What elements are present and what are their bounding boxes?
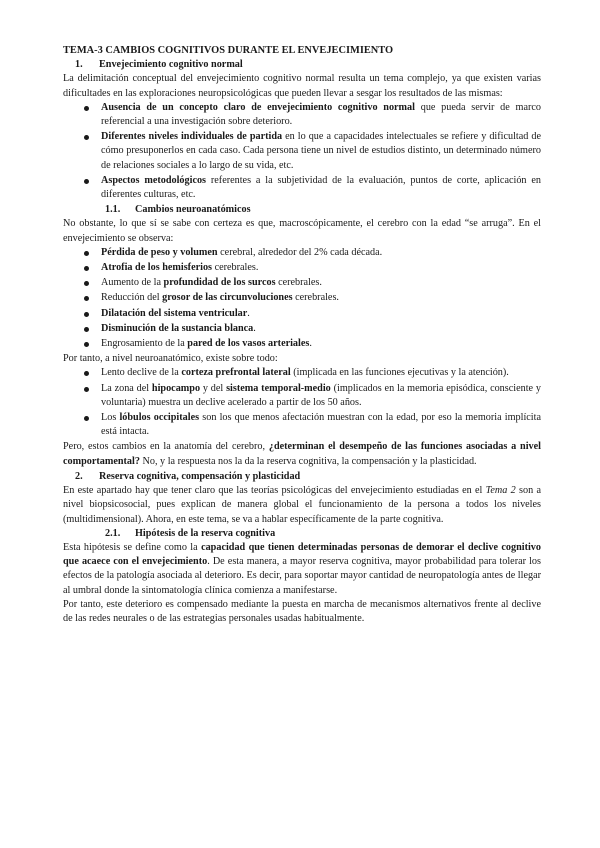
difficulties-list [63, 101, 541, 202]
bullet-icon [84, 387, 89, 392]
section-2-1-heading [105, 527, 541, 541]
section-number: 2. [75, 470, 83, 482]
bullet-icon [84, 266, 89, 271]
paragraph-question: Pero, estos cambios en la anatomía del cerebro, ¿determinan el desempeño de las funciones asociadas a nivel comportamental? No, y la respuesta nos la da la reserva cognitiva, la compensación y la plasticidad. [63, 441, 541, 467]
paragraph-compensation: Por tanto, este deterioro es compensado mediante la puesta en marcha de mecanismos alternativos frente al declive de las redes neurales o de las estrategias personales usadas habitualmente. [63, 598, 541, 624]
paragraph-theories: En este apartado hay que tener claro que las teorías psicológicas del envejecimiento estudiadas en el Tema 2 son a nivel biopsicosocial, pues explican de manera global el funcionamiento de la persona a todos los niveles (multidimensional). Ahora, en este tema, se va a hablar específicamente de la parte cognitiva. [63, 485, 542, 525]
list-item: Ausencia de un concepto claro de envejecimiento cognitivo normal que pueda servir de marco referencial a una investigación sobre deterioro. [63, 101, 541, 129]
document-title: TEMA-3 CAMBIOS COGNITIVOS DURANTE EL ENVEJECIMIENTO [63, 45, 394, 56]
bullet-icon [84, 312, 89, 317]
paragraph-intro: La delimitación conceptual del envejecimiento cognitivo normal resulta un tema complejo, ya que existen varias dificultades en las exploraciones neuropsicológicas que pueden llevar a sesgar los resultados de las mismas: [63, 73, 541, 99]
list-item: Lento declive de la corteza prefrontal lateral (implicada en las funciones ejecutivas y la atención). [63, 366, 541, 380]
section-title: Envejecimiento cognitivo normal [99, 59, 243, 71]
paragraph-summary: Por tanto, a nivel neuroanatómico, existe sobre todo: [63, 353, 278, 365]
list-item: Los lóbulos occipitales son los que menos afectación muestran con la edad, por eso la memoria implícita está intacta. [63, 411, 541, 439]
bullet-icon [84, 416, 89, 421]
bullet-icon [84, 135, 89, 140]
document-body [63, 44, 541, 626]
section-number: 1. [75, 59, 83, 71]
section-1-heading [75, 58, 541, 72]
bullet-icon [84, 342, 89, 347]
section-1-1-heading [105, 203, 541, 217]
neuroanatomical-changes-list [63, 246, 541, 351]
bullet-icon [84, 281, 89, 286]
list-item: Dilatación del sistema ventricular. [63, 307, 541, 321]
bullet-icon [84, 106, 89, 111]
list-item: Atrofia de los hemisferios cerebrales. [63, 261, 541, 275]
paragraph-macroscopic: No obstante, lo que sí se sabe con certeza es que, macroscópicamente, el cerebro con la edad “se arruga”. En el envejecimiento se observa: [63, 218, 541, 244]
list-item: Pérdida de peso y volumen cerebral, alrededor del 2% cada década. [63, 246, 541, 260]
section-title: Reserva cognitiva, compensación y plasticidad [99, 470, 301, 482]
section-2-heading [75, 470, 541, 484]
bullet-icon [84, 296, 89, 301]
bullet-icon [84, 371, 89, 376]
list-item: Reducción del grosor de las circunvoluciones cerebrales. [63, 291, 541, 305]
section-number: 2.1. [105, 527, 121, 539]
neuroanatomical-summary-list [63, 366, 541, 439]
list-item: Disminución de la sustancia blanca. [63, 322, 541, 336]
section-title: Hipótesis de la reserva cognitiva [135, 527, 276, 539]
bullet-icon [84, 179, 89, 184]
list-item: Aumento de la profundidad de los surcos cerebrales. [63, 276, 541, 290]
section-number: 1.1. [105, 204, 121, 216]
section-title: Cambios neuroanatómicos [135, 204, 251, 216]
list-item: Aspectos metodológicos referentes a la subjetividad de la evaluación, puntos de corte, aplicación en diferentes culturas, etc. [63, 174, 541, 202]
paragraph-hypothesis: Esta hipótesis se define como la capacidad que tienen determinadas personas de demorar el declive cognitivo que acaece con el envejecimiento. De esta manera, a mayor reserva cognitiva, mayor probabilidad para tolerar los efectos de la patología asociada al deterioro. Es decir, para soportar mayor cantidad de neuropatología antes de llegar al umbral donde la sintomatología clínica comienza a manifestarse. [63, 541, 541, 596]
list-item: Engrosamiento de la pared de los vasos arteriales. [63, 337, 541, 351]
list-item: La zona del hipocampo y del sistema temporal-medio (implicados en la memoria episódica, consciente y voluntaria) muestra un declive acelerado a partir de los 50 años. [63, 382, 541, 410]
bullet-icon [84, 251, 89, 256]
list-item: Diferentes niveles individuales de partida en lo que a capacidades intelectuales se refiere y dificultad de cómo presuponerlos en cada caso. Cada persona tiene un nivel de estudios distinto, un determinado número de relaciones sociales a lo largo de su vida, etc. [63, 130, 541, 173]
bullet-icon [84, 327, 89, 332]
